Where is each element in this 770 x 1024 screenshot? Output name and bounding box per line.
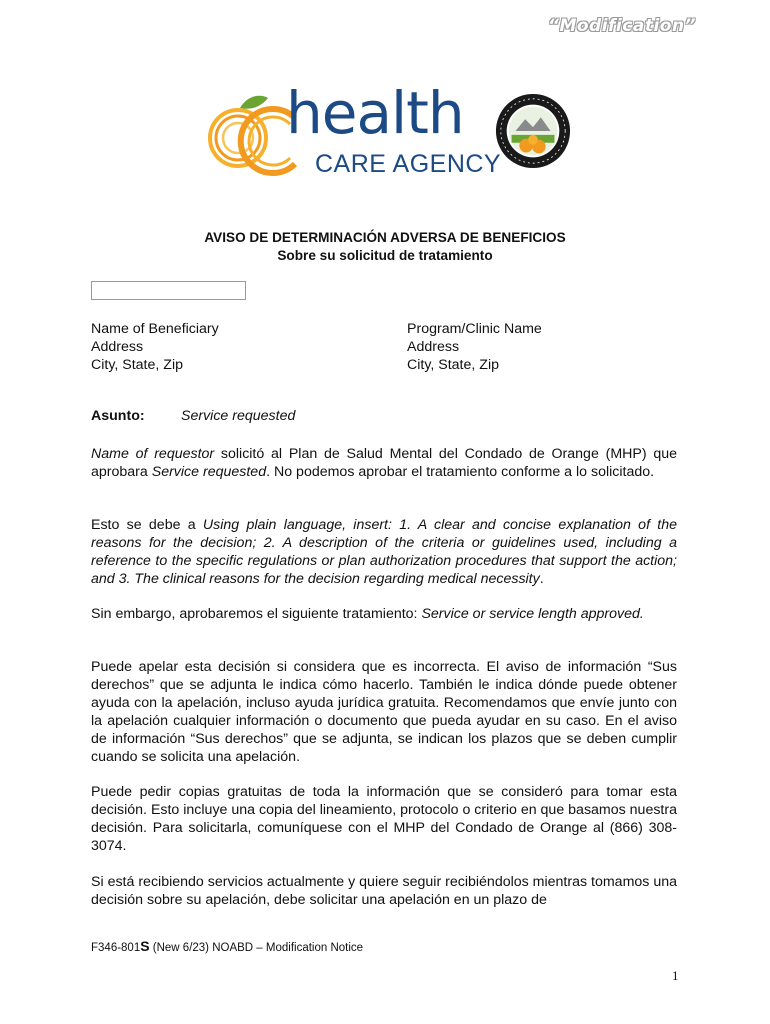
modification-watermark: “Modification” <box>548 16 696 36</box>
program-address: Address <box>407 339 460 355</box>
subject-label: Asunto: <box>91 408 145 424</box>
form-code-suffix: S <box>140 938 150 954</box>
logo-health-text: health <box>286 79 464 147</box>
orange-swirl-icon <box>200 88 300 188</box>
paragraph-reason-text-2: . <box>539 571 544 587</box>
form-code: F346-801 <box>91 942 141 954</box>
paragraph-request-text-2: . No podemos aprobar el tratamiento conforme a lo solicitado. <box>266 464 655 480</box>
form-footer <box>91 938 363 954</box>
page-number: 1 <box>672 968 679 983</box>
beneficiary-address-block <box>91 320 219 374</box>
paragraph-copies: Puede pedir copias gratuitas de toda la información que se consideró para tomar esta decisión. Esto incluye una copia del lineamiento, protocolo o criterio en que basamos nuestra decisión. Para solicitarla, comuníquese con el MHP del Condado de Orange al (866) 308-3074. <box>91 784 677 854</box>
logo-agency-text: CARE AGENCY <box>315 150 502 178</box>
subject-value: Service requested <box>181 408 296 424</box>
beneficiary-city: City, State, Zip <box>91 357 183 373</box>
service-placeholder: Service requested <box>151 464 267 480</box>
paragraph-appeal: Puede apelar esta decisión si considera que es incorrecta. El aviso de información “Sus derechos” que se adjunta le indica cómo hacerlo. También le indica dónde puede obtener ayuda con la apelación, incluso ayuda jurídica gratuita. Recomendamos que envíe junto con la apelación cualquier información o documento que pueda ayudar en su caso. En el aviso de información “Sus derechos” que se adjunta, se indican los plazos que se deben cumplir cuando se solicita una apelación. <box>91 659 677 765</box>
oc-health-care-agency-logo <box>200 79 580 188</box>
paragraph-request-text-1: solicitó al Plan de Salud Mental del Condado de Orange (MHP) que aprobara <box>91 446 677 480</box>
paragraph-reason-text-1: Esto se debe a <box>91 517 203 533</box>
program-name: Program/Clinic Name <box>407 321 542 337</box>
program-city: City, State, Zip <box>407 357 499 373</box>
paragraph-continue-services: Si está recibiendo servicios actualmente y quiere seguir recibiéndolos mientras tomamos una decisión sobre su apelación, debe solicitar una apelación en un plazo de <box>91 874 677 908</box>
requestor-placeholder: Name of requestor <box>91 446 215 462</box>
subject-line <box>91 408 295 424</box>
document-title: AVISO DE DETERMINACIÓN ADVERSA DE BENEFICIOS <box>204 230 566 245</box>
paragraph-approved <box>91 605 677 623</box>
beneficiary-name: Name of Beneficiary <box>91 321 219 337</box>
reason-instructions: Using plain language, insert: 1. A clear and concise explanation of the reasons for the decision; 2. A description of the criteria or guidelines used, including a reference to the specific regulations or plan authorization procedures that support the action; and 3. The clinical reasons for the decision regarding medical necessity <box>91 517 678 587</box>
program-address-block <box>407 320 542 374</box>
paragraph-approved-text: Sin embargo, aprobaremos el siguiente tratamiento: <box>91 606 422 622</box>
document-subtitle: Sobre su solicitud de tratamiento <box>277 248 493 263</box>
approved-placeholder: Service or service length approved. <box>421 606 644 622</box>
beneficiary-address: Address <box>91 339 144 355</box>
county-of-orange-seal-icon <box>494 92 572 170</box>
paragraph-request <box>91 445 677 481</box>
paragraph-reason <box>91 516 677 588</box>
form-description: (New 6/23) NOABD – Modification Notice <box>149 942 364 954</box>
form-field-input[interactable] <box>91 281 246 300</box>
